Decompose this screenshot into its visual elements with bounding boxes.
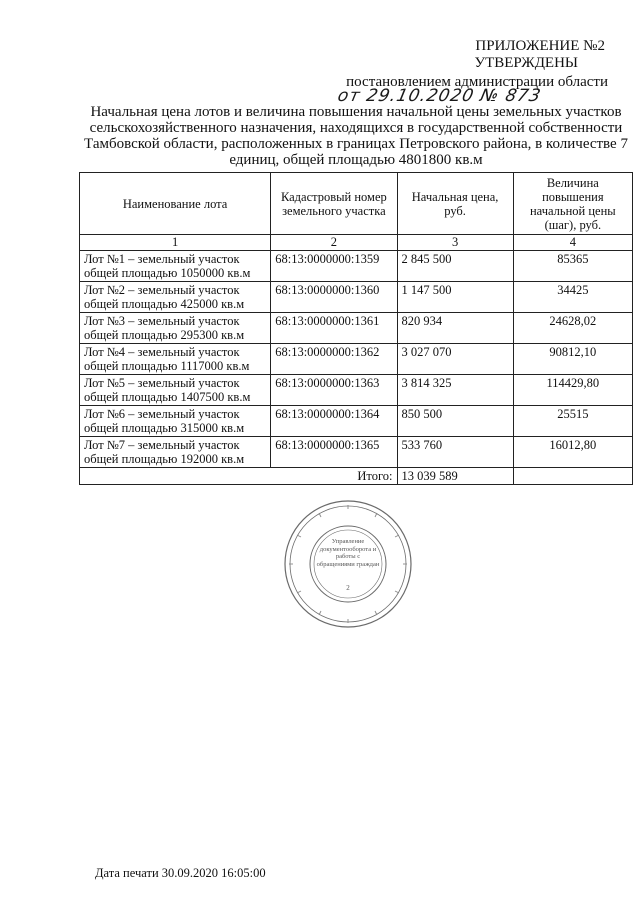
price-step: 85365 (513, 251, 632, 282)
start-price: 533 760 (397, 437, 513, 468)
lots-table (79, 172, 633, 485)
header-price: Начальная цена, руб. (397, 173, 513, 235)
table-row (80, 344, 633, 375)
handwritten-date-number: от 29.10.2020 № 873 (335, 86, 544, 106)
appendix-label: ПРИЛОЖЕНИЕ №2 (475, 38, 605, 54)
start-price: 1 147 500 (397, 282, 513, 313)
print-date: Дата печати 30.09.2020 16:05:00 (95, 866, 266, 880)
total-empty-cell (513, 468, 632, 485)
column-number: 2 (271, 235, 397, 251)
table-row (80, 282, 633, 313)
cadastral-number: 68:13:0000000:1361 (271, 313, 397, 344)
price-step: 114429,80 (513, 375, 632, 406)
table-row (80, 406, 633, 437)
cadastral-number: 68:13:0000000:1364 (271, 406, 397, 437)
document-title: Начальная цена лотов и величина повышения начальной цены земельных участков сельскохозяйственного назначения, находящихся в государственной собственности Тамбовской области, расположенных в границах Петровского района, в количестве 7 единиц, общей площадью 4801800 кв.м (84, 104, 628, 168)
cadastral-number: 68:13:0000000:1359 (271, 251, 397, 282)
start-price: 3 027 070 (397, 344, 513, 375)
lot-name: Лот №5 – земельный участок общей площадью 1407500 кв.м (80, 375, 271, 406)
table-row (80, 251, 633, 282)
start-price: 2 845 500 (397, 251, 513, 282)
cadastral-number: 68:13:0000000:1363 (271, 375, 397, 406)
approved-label: УТВЕРЖДЕНЫ (474, 55, 578, 71)
price-step: 16012,80 (513, 437, 632, 468)
table-header-row (80, 173, 633, 235)
cadastral-number: 68:13:0000000:1360 (271, 282, 397, 313)
header-lot-name: Наименование лота (80, 173, 271, 235)
lot-name: Лот №3 – земельный участок общей площадью 295300 кв.м (80, 313, 271, 344)
table-row (80, 375, 633, 406)
column-number: 3 (397, 235, 513, 251)
cadastral-number: 68:13:0000000:1365 (271, 437, 397, 468)
column-number: 4 (513, 235, 632, 251)
lot-name: Лот №2 – земельный участок общей площадью 425000 кв.м (80, 282, 271, 313)
official-seal-stamp (282, 498, 414, 630)
start-price: 820 934 (397, 313, 513, 344)
stamp-number: 2 (346, 584, 350, 592)
start-price: 850 500 (397, 406, 513, 437)
stamp-center-text: Управление документооборота и работы с обращениями граждан (316, 538, 380, 568)
price-step: 90812,10 (513, 344, 632, 375)
header-step: Величина повышения начальной цены (шаг), руб. (513, 173, 632, 235)
header-cadastral: Кадастровый номер земельного участка (271, 173, 397, 235)
column-number: 1 (80, 235, 271, 251)
lot-name: Лот №4 – земельный участок общей площадью 1117000 кв.м (80, 344, 271, 375)
lot-name: Лот №6 – земельный участок общей площадью 315000 кв.м (80, 406, 271, 437)
total-label: Итого: (80, 468, 398, 485)
table-row (80, 437, 633, 468)
start-price: 3 814 325 (397, 375, 513, 406)
lot-name: Лот №7 – земельный участок общей площадью 192000 кв.м (80, 437, 271, 468)
column-number-row (80, 235, 633, 251)
price-step: 34425 (513, 282, 632, 313)
table-row (80, 313, 633, 344)
cadastral-number: 68:13:0000000:1362 (271, 344, 397, 375)
total-row (80, 468, 633, 485)
total-value: 13 039 589 (397, 468, 513, 485)
resolution-label: постановлением администрации области (346, 74, 608, 90)
price-step: 25515 (513, 406, 632, 437)
price-step: 24628,02 (513, 313, 632, 344)
lot-name: Лот №1 – земельный участок общей площадью 1050000 кв.м (80, 251, 271, 282)
